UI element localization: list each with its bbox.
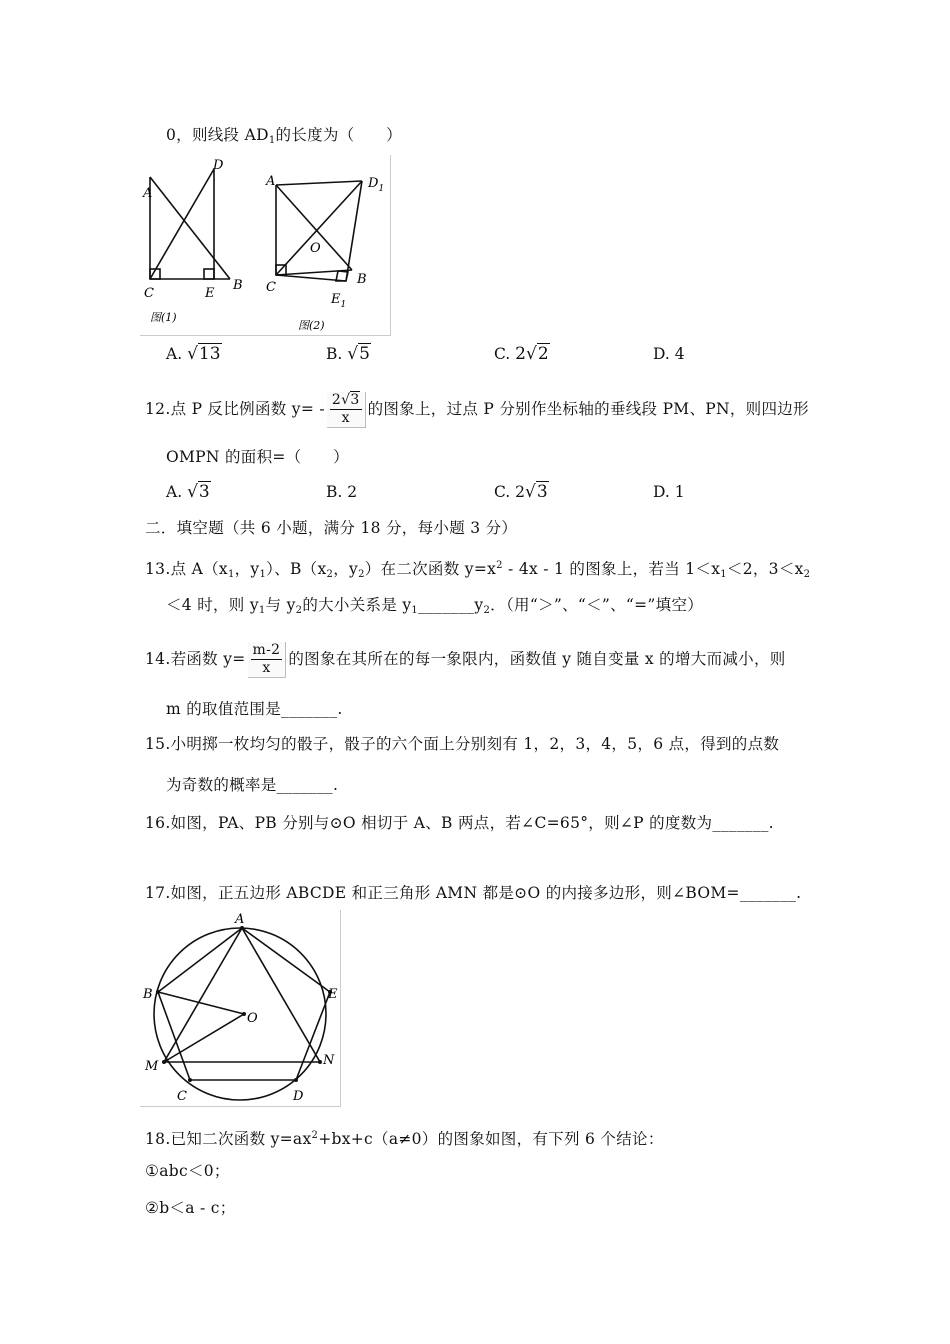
fig2-label-B: B [357, 272, 367, 287]
q12-option-c: C. 2√3 [494, 482, 548, 502]
fig2-label-E: $E_1$ [331, 292, 347, 310]
fig2-label-C: C [266, 280, 276, 295]
q17-label-A: A [235, 912, 245, 927]
q12-line1: 12.点 P 反比例函数 y= - $\frac{2√3}{x}$ 的图象上，过点 P 分别作坐标轴的垂线段 PM、PN，则四边形 [145, 392, 809, 426]
q11-option-a: A. √13 [166, 344, 221, 364]
sqrt-icon: √5 [347, 344, 370, 364]
fig1-label-C: C [144, 286, 154, 301]
sqrt-icon: √13 [187, 344, 221, 364]
q17-label-O: O [247, 1011, 258, 1026]
q11-figure-svg [140, 155, 390, 335]
q17-label-B: B [143, 987, 153, 1002]
q18-conclusion-2: ②b＜a - c； [145, 1199, 236, 1217]
sqrt-icon: √3 [187, 482, 210, 502]
q11-option-d: D. 4 [653, 345, 685, 363]
q18-line1: 18.已知二次函数 $y=ax^2+bx+c(a\ne 0)$的图象如图，有下列 6 个结论： [145, 1130, 664, 1148]
q17-figure [140, 910, 341, 1107]
q11-option-c: C. 2√2 [494, 344, 549, 364]
q12-line2: OMPN 的面积=（ ） [166, 448, 349, 466]
fig1-label-A: A [143, 186, 153, 201]
q17-label-E: E [328, 987, 338, 1002]
q14-fraction: $\frac{m-2}{x}$ [248, 642, 287, 678]
fig2-caption: 图(2) [298, 319, 325, 332]
q13-line2: ＜4 时，则 $y_1$与 $y_2$的大小关系是 $y_1\_\_\_\_\_\_\_y_2$．（用“＞”、“＜”、“=”填空） [166, 596, 704, 616]
sqrt-icon: √ [341, 392, 351, 408]
q13-line1: 13.点 $A(x_1$，$y_1$）、$B(x_2$，$y_2$）在二次函数 $y=x^2 - 4x - 1$ 的图象上，若当 $1<x_1<2$，$3<x_2$ [145, 560, 811, 580]
q17-line: 17.如图，正五边形 ABCDE 和正三角形 AMN 都是⊙O 的内接多边形，则∠BOM=_______. [145, 884, 802, 902]
q15-line2: 为奇数的概率是_______. [166, 776, 339, 794]
fig2-label-O: O [310, 241, 321, 256]
q12-option-d: D. 1 [653, 483, 685, 501]
q17-label-N: N [323, 1053, 335, 1068]
q17-label-D: D [293, 1089, 304, 1104]
section-heading: 二．填空题（共 6 小题，满分 18 分，每小题 3 分） [145, 519, 518, 537]
q15-line1: 15.小明掷一枚均匀的骰子，骰子的六个面上分别刻有 1，2，3，4，5，6 点，得到的点数 [145, 735, 780, 753]
fig2-label-D: $D_1$ [368, 176, 385, 194]
q17-figure-svg [140, 910, 340, 1106]
q11-figure [140, 155, 391, 336]
q11-tail: 0，则线段 $AD_1$的长度为（ ） [166, 126, 402, 146]
fig2-label-A: A [266, 174, 276, 189]
q12-option-b: B. 2 [326, 483, 358, 501]
q17-label-M: M [145, 1059, 159, 1074]
q14-line1: 14.若函数 y= $\frac{m-2}{x}$ 的图象在其所在的每一象限内，函数值 y 随自变量 x 的增大而减小，则 [145, 642, 786, 676]
fig1-caption: 图(1) [150, 311, 177, 324]
q12-option-a: A. √3 [166, 482, 210, 502]
q17-label-C: C [177, 1089, 187, 1104]
sqrt-icon: √3 [525, 482, 548, 502]
sqrt-icon: √ [526, 344, 537, 364]
q16-line: 16.如图，PA、PB 分别与⊙O 相切于 A、B 两点，若∠C=65°，则∠P 的度数为_______. [145, 814, 774, 832]
fig1-label-E: E [205, 286, 215, 301]
fig1-label-B: B [233, 278, 243, 293]
fig1-label-D: D [213, 158, 224, 173]
q18-conclusion-1: ①abc＜0； [145, 1162, 230, 1180]
q11-option-b: B. √5 [326, 344, 370, 364]
q14-line2: m 的取值范围是_______. [166, 700, 343, 718]
q12-fraction: $\frac{2√3}{x}$ [327, 392, 366, 428]
